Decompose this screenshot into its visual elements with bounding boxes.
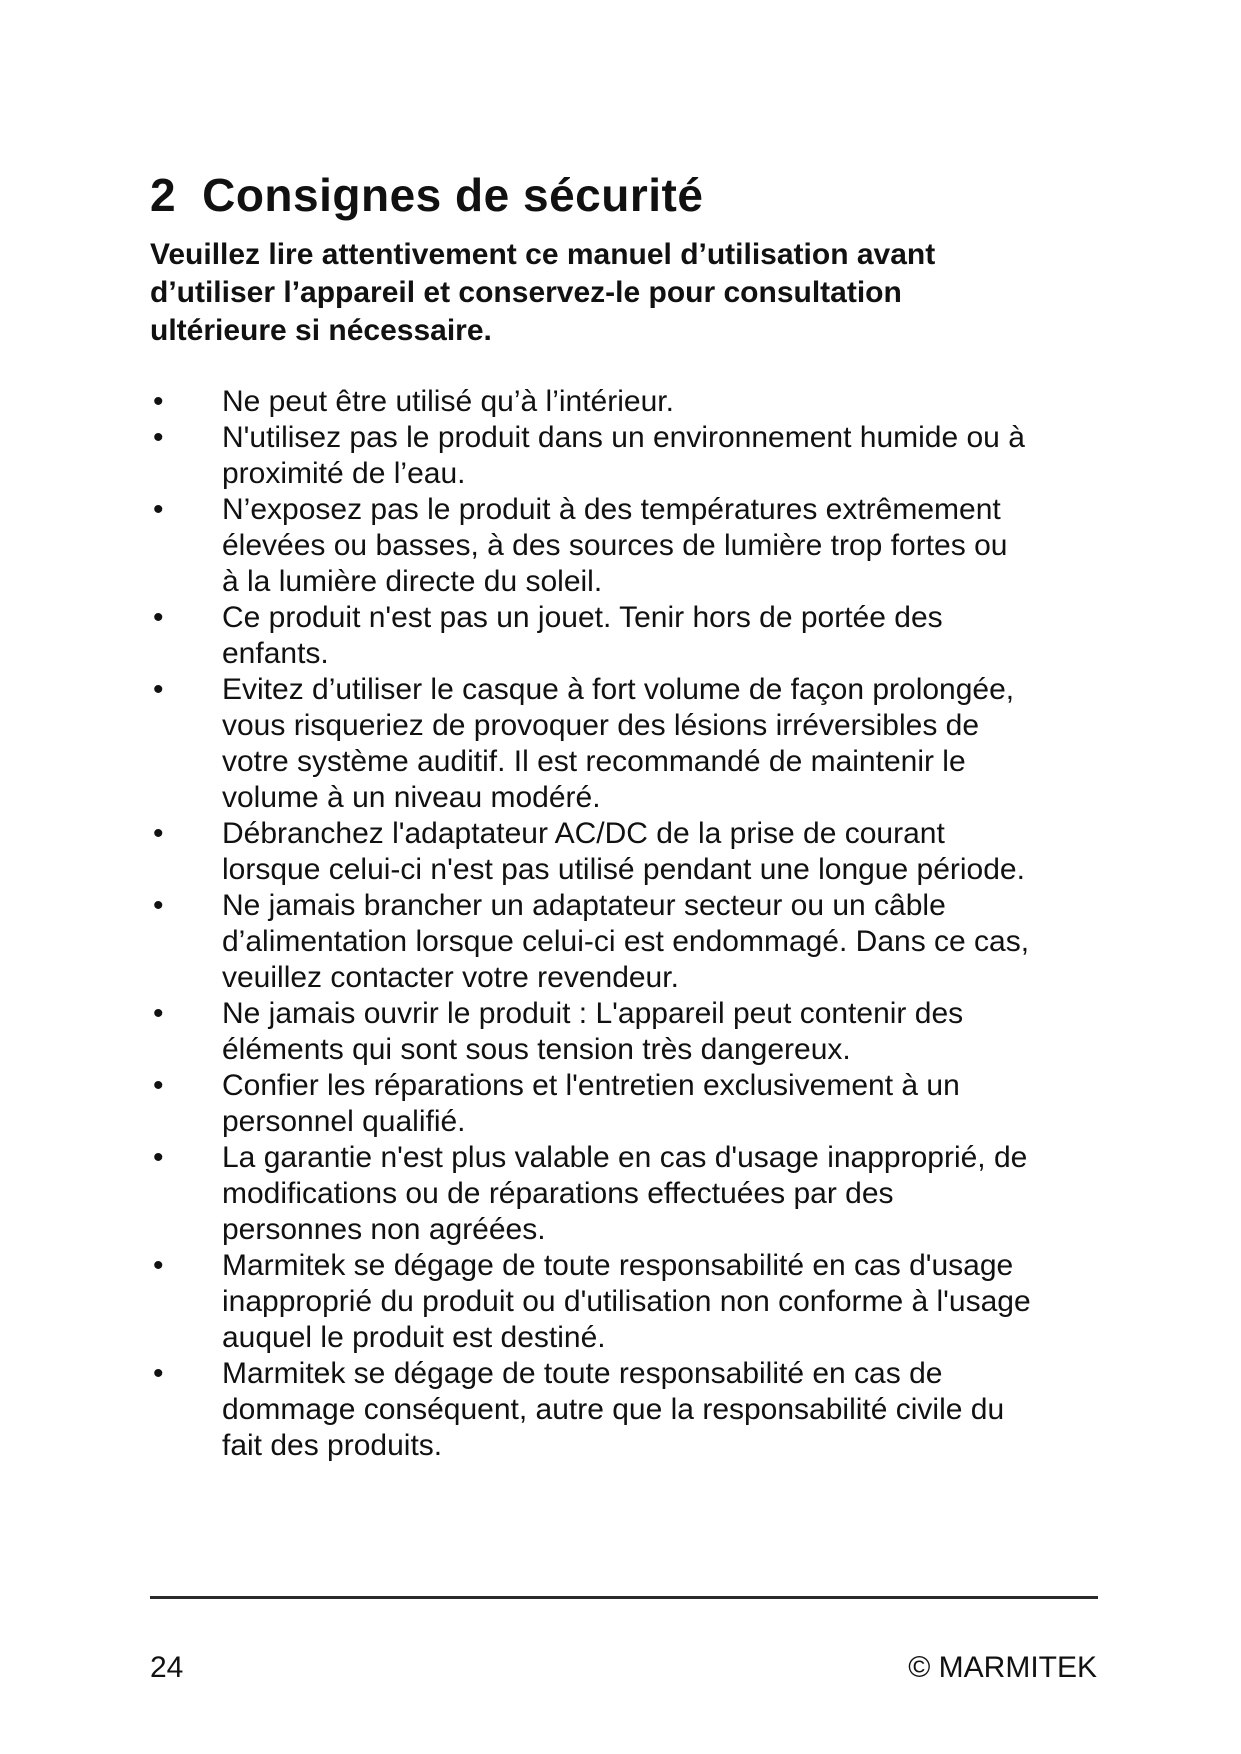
intro-line: d’utiliser l’appareil et conservez-le pour consultation [150, 276, 902, 309]
item-line: personnes non agréées. [222, 1213, 546, 1246]
item-line: Ne peut être utilisé qu’à l’intérieur. [222, 385, 674, 418]
item-line: Marmitek se dégage de toute responsabilité en cas d'usage [222, 1249, 1014, 1282]
bullet-icon: • [153, 421, 164, 454]
safety-item [150, 420, 1110, 492]
item-line: Ne jamais ouvrir le produit : L'appareil peut contenir des [222, 997, 964, 1030]
item-line: Marmitek se dégage de toute responsabilité en cas de [222, 1357, 943, 1390]
bullet-icon: • [153, 997, 164, 1030]
bullet-icon: • [153, 601, 164, 634]
item-line: votre système auditif. Il est recommandé de maintenir le [222, 745, 966, 778]
safety-item [150, 1068, 1110, 1140]
item-line: volume à un niveau modéré. [222, 781, 601, 814]
safety-item [150, 672, 1110, 816]
item-line: dommage conséquent, autre que la responsabilité civile du [222, 1393, 1005, 1426]
bullet-icon: • [153, 889, 164, 922]
item-line: modifications ou de réparations effectuées par des [222, 1177, 894, 1210]
item-line: fait des produits. [222, 1429, 443, 1462]
safety-item [150, 888, 1110, 996]
intro-line: Veuillez lire attentivement ce manuel d’utilisation avant [150, 238, 936, 271]
item-line: Ne jamais brancher un adaptateur secteur ou un câble [222, 889, 946, 922]
bullet-icon: • [153, 817, 164, 850]
item-line: veuillez contacter votre revendeur. [222, 961, 679, 994]
item-line: proximité de l’eau. [222, 457, 466, 490]
safety-item [150, 1248, 1110, 1356]
item-line: personnel qualifié. [222, 1105, 466, 1138]
item-line: vous risqueriez de provoquer des lésions irréversibles de [222, 709, 980, 742]
intro-paragraph [150, 236, 1100, 350]
safety-item [150, 600, 1110, 672]
bullet-icon: • [153, 1357, 164, 1390]
bullet-icon: • [153, 1069, 164, 1102]
footer-divider [150, 1596, 1098, 1599]
bullet-icon: • [153, 385, 164, 418]
bullet-icon: • [153, 673, 164, 706]
bullet-icon: • [153, 1249, 164, 1282]
page-number: 24 [150, 1651, 184, 1684]
item-line: enfants. [222, 637, 329, 670]
section-number: 2 [150, 169, 177, 221]
item-line: élevées ou basses, à des sources de lumière trop fortes ou [222, 529, 1008, 562]
item-line: N'utilisez pas le produit dans un environnement humide ou à [222, 421, 1025, 454]
safety-item [150, 492, 1110, 600]
safety-list [150, 384, 1110, 1464]
safety-item [150, 1356, 1110, 1464]
item-line: Ce produit n'est pas un jouet. Tenir hors de portée des [222, 601, 943, 634]
safety-item [150, 996, 1110, 1068]
item-line: lorsque celui-ci n'est pas utilisé pendant une longue période. [222, 853, 1025, 886]
item-line: à la lumière directe du soleil. [222, 565, 603, 598]
item-line: éléments qui sont sous tension très dangereux. [222, 1033, 851, 1066]
copyright-notice: © MARMITEK [908, 1651, 1097, 1684]
safety-item [150, 816, 1110, 888]
item-line: d’alimentation lorsque celui-ci est endommagé. Dans ce cas, [222, 925, 1030, 958]
item-line: La garantie n'est plus valable en cas d'usage inapproprié, de [222, 1141, 1028, 1174]
safety-item [150, 1140, 1110, 1248]
item-line: inapproprié du produit ou d'utilisation non conforme à l'usage [222, 1285, 1031, 1318]
section-title: Consignes de sécurité [202, 169, 704, 221]
item-line: auquel le produit est destiné. [222, 1321, 606, 1354]
item-line: Débranchez l'adaptateur AC/DC de la prise de courant [222, 817, 945, 850]
item-line: Evitez d’utiliser le casque à fort volume de façon prolongée, [222, 673, 1015, 706]
safety-item [150, 384, 1110, 420]
bullet-icon: • [153, 1141, 164, 1174]
section-heading [150, 168, 703, 222]
item-line: Confier les réparations et l'entretien exclusivement à un [222, 1069, 960, 1102]
item-line: N’exposez pas le produit à des températures extrêmement [222, 493, 1001, 526]
intro-line: ultérieure si nécessaire. [150, 314, 492, 347]
bullet-icon: • [153, 493, 164, 526]
